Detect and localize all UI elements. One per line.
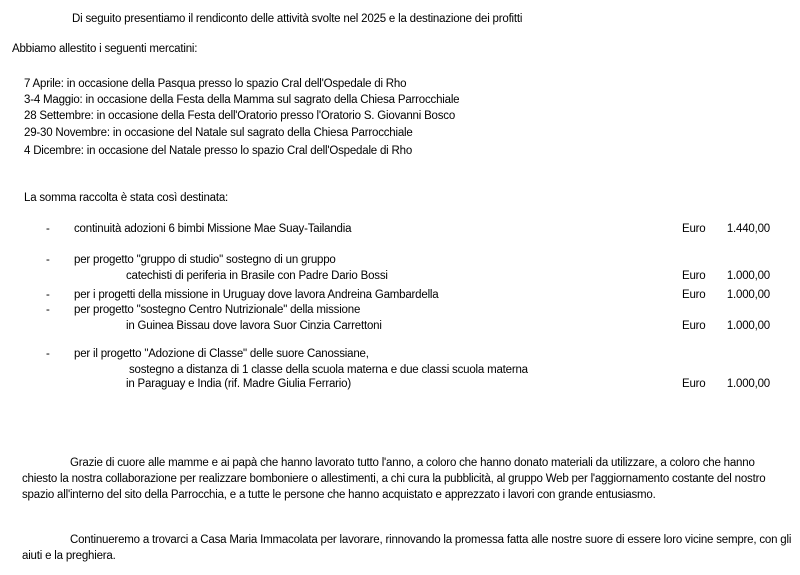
market-item: 29-30 Novembre: in occasione del Natale sul sagrato della Chiesa Parrocchiale <box>24 127 413 139</box>
bullet-dash: - <box>46 254 50 266</box>
market-item: 4 Dicembre: in occasione del Natale presso lo spazio Cral dell'Ospedale di Rho <box>24 145 413 157</box>
allocation-line: per il progetto "Adozione di Classe" delle suore Canossiane, <box>74 348 369 360</box>
currency-label: Euro <box>682 270 706 282</box>
allocation-heading: La somma raccolta è stata così destinata: <box>24 192 229 204</box>
thanks-paragraph <box>22 455 792 503</box>
allocation-amount: 1.000,00 <box>726 270 770 282</box>
allocation-line: sostegno a distanza di 1 classe della scuola materna e due classi scuola materna <box>129 364 528 376</box>
intro-text: Di seguito presentiamo il rendiconto delle attività svolte nel 2025 e la destinazione dei profitti <box>72 13 523 25</box>
market-item: 7 Aprile: in occasione della Pasqua presso lo spazio Cral dell'Ospedale di Rho <box>24 78 407 90</box>
allocation-amount: 1.440,00 <box>726 223 770 235</box>
market-item: 3-4 Maggio: in occasione della Festa della Mamma sul sagrato della Chiesa Parrocchiale <box>24 94 460 106</box>
currency-label: Euro <box>682 378 706 390</box>
allocation-line: continuità adozioni 6 bimbi Missione Mae Suay-Tailandia <box>74 223 352 235</box>
bullet-dash: - <box>46 223 50 235</box>
allocation-line: per progetto "gruppo di studio" sostegno di un gruppo <box>74 254 336 266</box>
allocation-line: in Paraguay e India (rif. Madre Giulia Ferrario) <box>126 378 351 390</box>
allocation-amount: 1.000,00 <box>726 378 770 390</box>
bullet-dash: - <box>46 289 50 301</box>
bullet-dash: - <box>46 304 50 316</box>
allocation-line: catechisti di periferia in Brasile con Padre Dario Bossi <box>126 270 388 282</box>
currency-label: Euro <box>682 223 706 235</box>
allocation-line: per progetto "sostegno Centro Nutrizionale" della missione <box>74 304 361 316</box>
markets-heading: Abbiamo allestito i seguenti mercatini: <box>12 43 198 55</box>
allocation-line: in Guinea Bissau dove lavora Suor Cinzia Carrettoni <box>126 320 382 332</box>
market-item: 28 Settembre: in occasione della Festa dell'Oratorio presso l'Oratorio S. Giovanni Bosco <box>24 110 456 122</box>
allocation-amount: 1.000,00 <box>726 289 770 301</box>
currency-label: Euro <box>682 289 706 301</box>
allocation-amount: 1.000,00 <box>726 320 770 332</box>
currency-label: Euro <box>682 320 706 332</box>
closing-text: Continueremo a trovarci a Casa Maria Immacolata per lavorare, rinnovando la promessa fatta alle nostre suore di essere loro vicine sempre, con gli aiuti e la preghiera. <box>22 534 792 562</box>
allocation-line: per i progetti della missione in Uruguay dove lavora Andreina Gambardella <box>74 289 439 301</box>
bullet-dash: - <box>46 348 50 360</box>
closing-paragraph <box>22 532 792 564</box>
thanks-text: Grazie di cuore alle mamme e ai papà che hanno lavorato tutto l'anno, a coloro che hanno donato materiali da utilizzare, a coloro che hanno chiesto la nostra collaborazione per realizzare bomboniere o allestimenti, a chi cura la pubblicità, al gruppo Web per l'aggiornamento costante del nostro spazio all'interno del sito della Parrocchia, e a tutte le persone che hanno acquistato e apprezzato i lavori con grande entusiasmo. <box>22 457 766 501</box>
